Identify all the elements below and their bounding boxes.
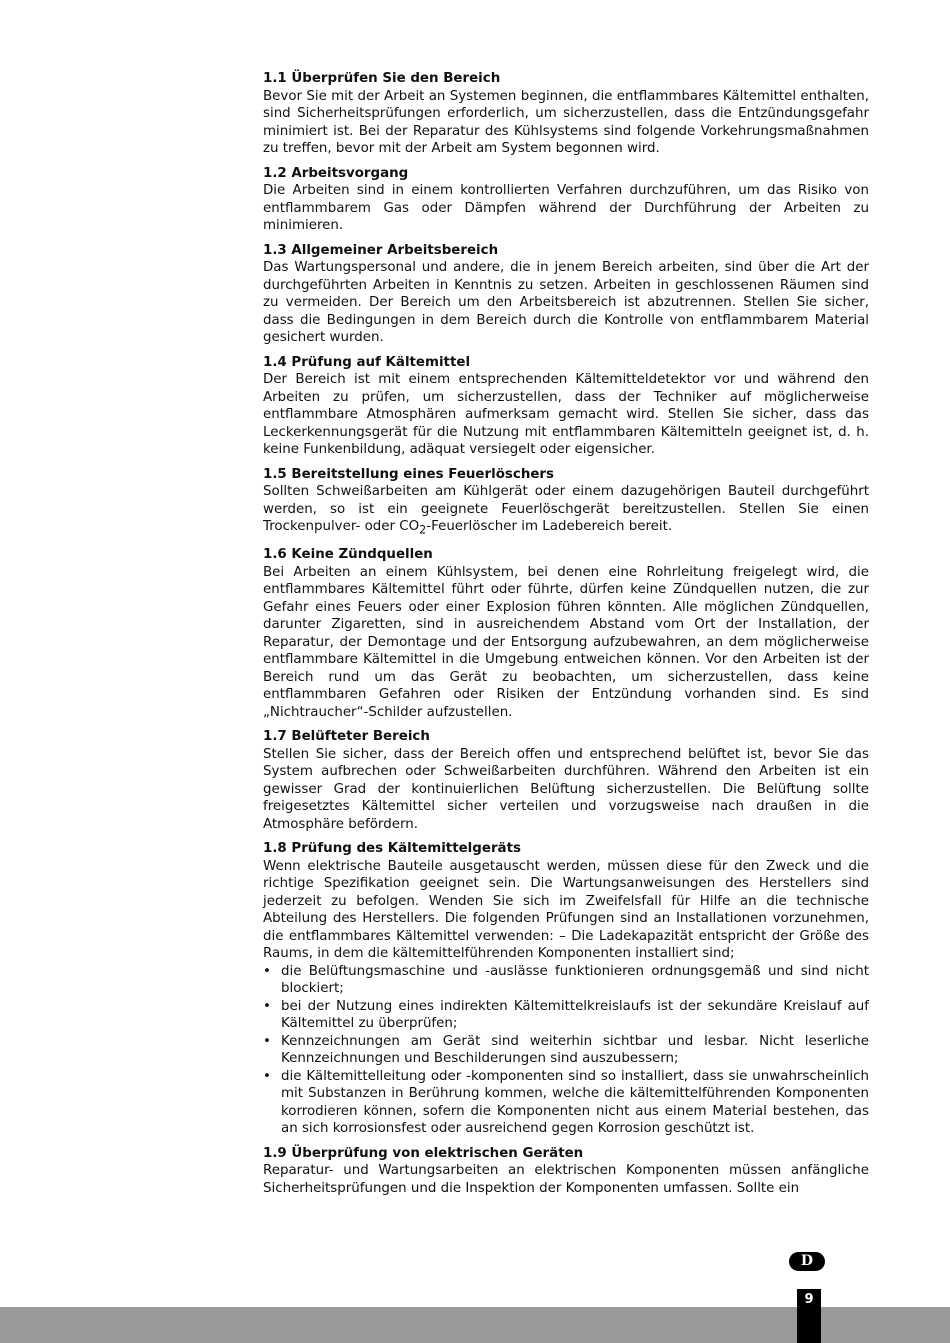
section-heading: 1.9 Überprüfung von elektrischen Geräten bbox=[263, 1145, 584, 1161]
page-number: 9 bbox=[797, 1289, 821, 1343]
section-1-4 bbox=[263, 354, 869, 459]
section-text: Stellen Sie sicher, dass der Bereich offen und entsprechend belüftet ist, bevor Sie das System aufbrechen oder Schweißarbeiten durchführen. Während den Arbeiten ist ein gewisser Grad der kontinuierlichen Belüftung sicherzustellen. Die Belüftung sollte freigesetztes Kältemittel sicher verteilen und vorzugsweise nach draußen in die Atmosphäre befördern. bbox=[263, 746, 869, 832]
section-text-part: -Feuerlöscher im Ladebereich bereit. bbox=[426, 519, 673, 534]
section-1-2 bbox=[263, 165, 869, 235]
list-item: • bei der Nutzung eines indirekten Kältemittelkreislaufs ist der sekundäre Kreislauf auf Kältemittel zu überprüfen; bbox=[263, 998, 869, 1033]
section-1-6 bbox=[263, 546, 869, 721]
section-text: Die Arbeiten sind in einem kontrollierten Verfahren durchzuführen, um das Risiko von entflammbarem Gas oder Dämpfen während der Durchführung der Arbeiten zu minimieren. bbox=[263, 183, 869, 233]
document-body bbox=[263, 70, 869, 1204]
section-1-7 bbox=[263, 728, 869, 833]
section-heading: 1.2 Arbeitsvorgang bbox=[263, 165, 409, 181]
co2-subscript: 2 bbox=[419, 523, 427, 537]
section-heading: 1.3 Allgemeiner Arbeitsbereich bbox=[263, 242, 499, 258]
section-text: Wenn elektrische Bauteile ausgetauscht werden, müssen diese für den Zweck und die richtige Spezifikation geeignet sein. Die Wartungsanweisungen des Herstellers sind jederzeit zu befolgen. Wenden Sie sich im Zweifelsfall für Hilfe an die technische Abteilung des Herstellers. Die folgenden Prüfungen sind an Installationen vorzunehmen, die entflammbares Kältemittel verwenden: – Die Ladekapazität entspricht der Größe des Raums, in dem die kältemittelführenden Komponenten installiert sind; bbox=[263, 858, 869, 962]
section-text-part: Sollten Schweißarbeiten am Kühlgerät oder einem dazugehörigen Bauteil durchgeführt werden, so ist ein geeignete Feuerlöschgerät bereitzustellen. Stellen Sie einen Trockenpulver- oder CO bbox=[263, 484, 869, 534]
list-item: • die Belüftungsmaschine und -auslässe funktionieren ordnungsgemäß und sind nicht blockiert; bbox=[263, 963, 869, 998]
section-1-9 bbox=[263, 1145, 869, 1198]
section-heading: 1.7 Belüfteter Bereich bbox=[263, 729, 430, 745]
list-item: • die Kältemittelleitung oder -komponenten sind so installiert, dass sie unwahrscheinlich mit Substanzen in Berührung kommen, welche die kältemittelführenden Komponenten korrodieren können, sofern die Komponenten nicht aus einem Material bestehen, das an sich korrosionsfest oder ausreichend gegen Korrosion geschützt ist. bbox=[263, 1068, 869, 1138]
checklist bbox=[263, 963, 869, 1138]
section-text: Bei Arbeiten an einem Kühlsystem, bei denen eine Rohrleitung freigelegt wird, die entflammbares Kältemittel führt oder führte, dürfen keine Zündquellen nutzen, die zur Gefahr eines Feuers oder einer Explosion führen könnten. Alle möglichen Zündquellen, darunter Zigaretten, sind in ausreichendem Abstand vom Ort der Installation, der Reparatur, der Demontage und der Entsorgung aufzubewahren, an dem möglicherweise entflammbare Kältemittel in die Umgebung entweichen können. Vor den Arbeiten ist der Bereich rund um das Gerät zu beobachten, um sicherzustellen, dass keine entflammbaren Gefahren oder Risiken der Entzündung vorhanden sind. Es sind „Nichtraucher“-Schilder aufzustellen. bbox=[263, 564, 869, 720]
section-text: Der Bereich ist mit einem entsprechenden Kältemitteldetektor vor und während den Arbeiten zu prüfen, um sicherzustellen, dass der Techniker auf möglicherweise entflammbare Atmosphären aufmerksam gemacht wird. Stellen Sie sicher, dass das Leckerkennungsgerät für die Nutzung mit entflammbaren Kältemitteln geeignet ist, d. h. keine Funkenbildung, adäquat versiegelt oder eigensicher. bbox=[263, 372, 869, 457]
section-text bbox=[263, 483, 869, 539]
section-heading: 1.6 Keine Zündquellen bbox=[263, 547, 433, 563]
section-text: Reparatur- und Wartungsarbeiten an elektrischen Komponenten müssen anfängliche Sicherheitsprüfungen und die Inspektion der Komponenten umfassen. Sollte ein bbox=[263, 1163, 869, 1196]
list-item: • Kennzeichnungen am Gerät sind weiterhin sichtbar und lesbar. Nicht leserliche Kennzeichnungen und Beschilderungen sind auszubessern; bbox=[263, 1033, 869, 1068]
section-1-5 bbox=[263, 466, 869, 540]
section-heading: 1.4 Prüfung auf Kältemittel bbox=[263, 354, 471, 370]
language-badge: D bbox=[789, 1252, 825, 1271]
section-heading: 1.5 Bereitstellung eines Feuerlöschers bbox=[263, 466, 555, 482]
section-1-3 bbox=[263, 242, 869, 347]
section-heading: 1.1 Überprüfen Sie den Bereich bbox=[263, 71, 501, 86]
section-heading: 1.8 Prüfung des Kältemittelgeräts bbox=[263, 841, 521, 857]
section-text: Das Wartungspersonal und andere, die in jenem Bereich arbeiten, sind über die Art der durchgeführten Arbeiten in Kenntnis zu setzen. Arbeiten in geschlossenen Räumen sind zu vermeiden. Der Bereich um den Arbeitsbereich ist abzutrennen. Stellen Sie sicher, dass die Bedingungen in dem Bereich durch die Kontrolle von entflammbarem Material gesichert wurden. bbox=[263, 260, 869, 345]
section-1-8 bbox=[263, 840, 869, 1138]
section-1-1 bbox=[263, 70, 869, 158]
section-text: Bevor Sie mit der Arbeit an Systemen beginnen, die entflammbares Kältemittel enthalten, sind Sicherheitsprüfungen erforderlich, um sicherzustellen, dass die Entzündungsgefahr minimiert ist. Bei der Reparatur des Kühlsystems sind folgende Vorkehrungsmaßnahmen zu treffen, bevor mit der Arbeit am System begonnen wird. bbox=[263, 88, 869, 156]
